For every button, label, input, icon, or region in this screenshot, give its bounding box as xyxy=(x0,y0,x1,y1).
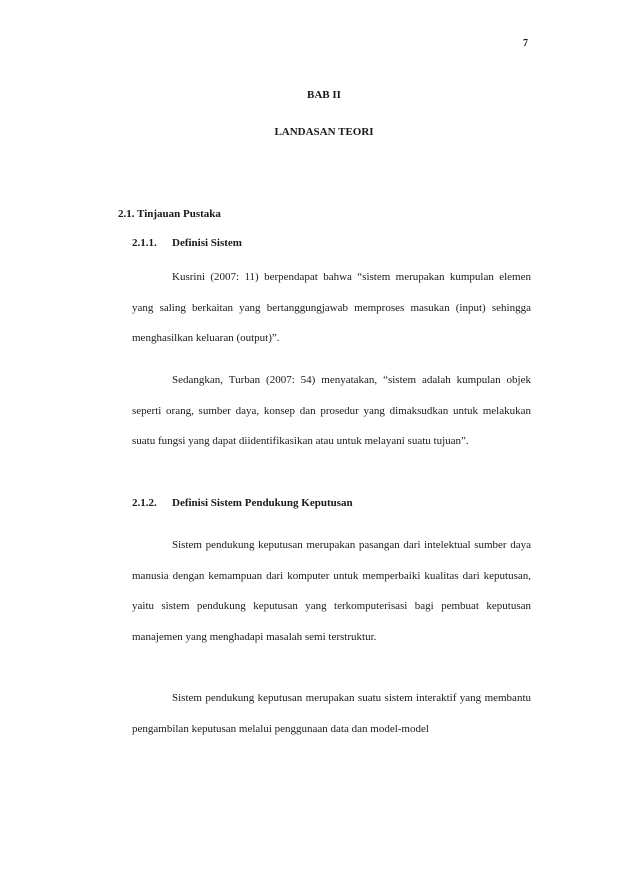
chapter-label: BAB II xyxy=(307,89,341,101)
subsection-heading-1 xyxy=(132,237,242,249)
paragraph: Sedangkan, Turban (2007: 54) menyatakan, “sistem adalah kumpulan objek seperti orang, sumber daya, konsep dan prosedur yang dimaksudkan untuk melakukan suatu fungsi yang dapat diidentifikasikan atau untuk melayani suatu tujuan”. xyxy=(132,374,531,447)
paragraph: Sistem pendukung keputusan merupakan pasangan dari intelektual sumber daya manusia dengan kemampuan dari komputer untuk memperbaiki kualitas dari keputusan, yaitu sistem pendukung keputusan yang terkomputerisasi bagi pembuat keputusan manajemen yang menghadapi masalah semi terstruktur. xyxy=(132,539,531,643)
paragraph: Sistem pendukung keputusan merupakan suatu sistem interaktif yang membantu pengambilan keputusan melalui penggunaan data dan model-model xyxy=(132,692,531,735)
subsection-title: Definisi Sistem xyxy=(172,237,242,249)
subsection-title: Definisi Sistem Pendukung Keputusan xyxy=(172,497,353,509)
subsection-heading-2 xyxy=(132,497,353,509)
paragraph: Kusrini (2007: 11) berpendapat bahwa “sistem merupakan kumpulan elemen yang saling berkaitan yang bertanggungjawab memproses masukan (input) sehingga menghasilkan keluaran (output)”. xyxy=(132,271,531,344)
page-number: 7 xyxy=(523,38,528,49)
subsection-number: 2.1.2. xyxy=(132,497,157,509)
section-heading: 2.1. Tinjauan Pustaka xyxy=(118,208,221,220)
subsection-number: 2.1.1. xyxy=(132,237,157,249)
chapter-title: LANDASAN TEORI xyxy=(274,126,374,138)
